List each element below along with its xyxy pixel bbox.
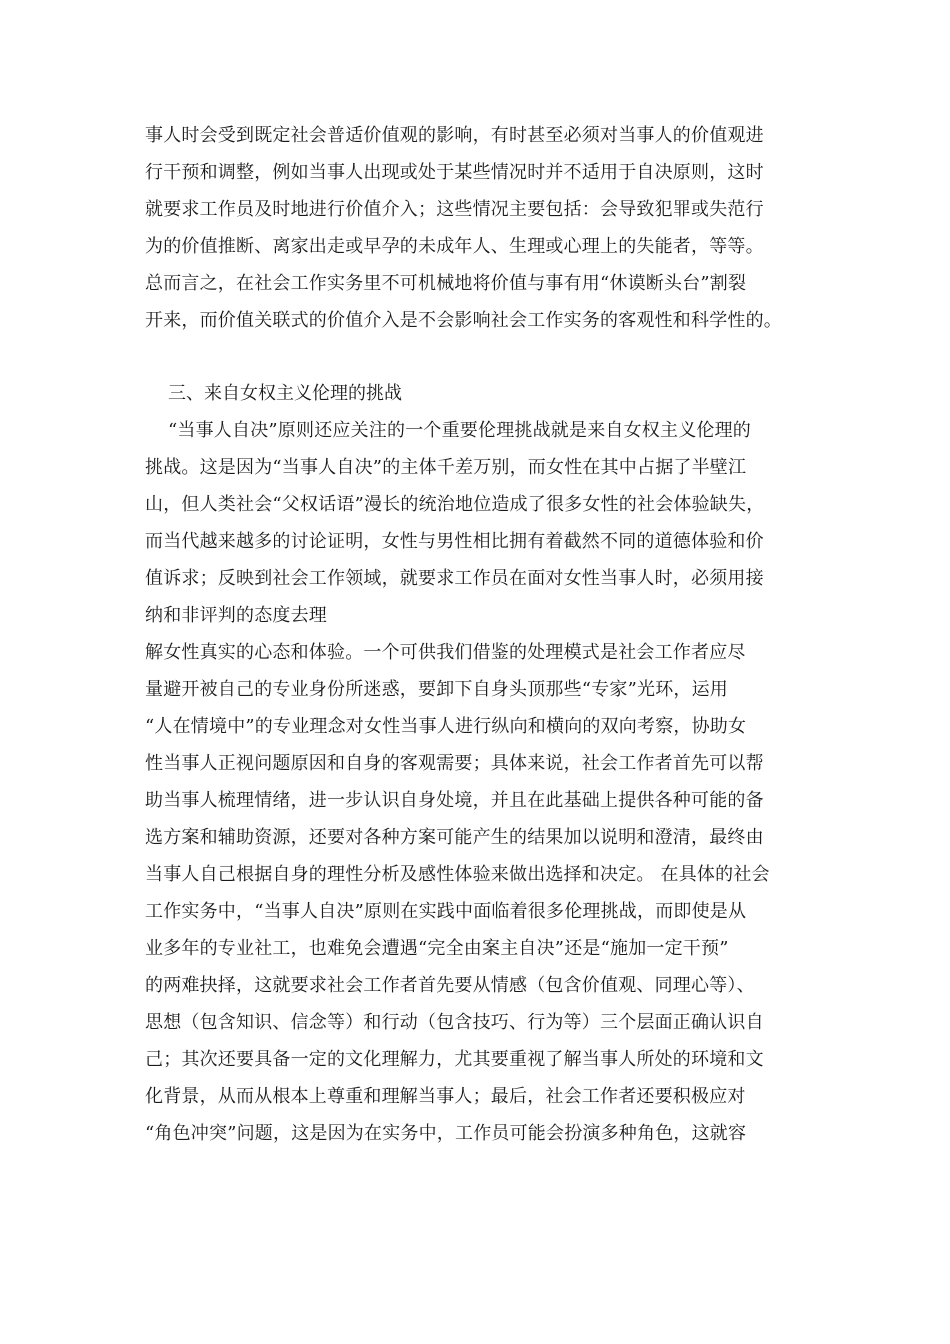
text-line: 助当事人梳理情绪，进一步认识自身处境，并且在此基础上提供各种可能的备 (145, 790, 764, 811)
text-line: 性当事人正视问题原因和自身的客观需要；具体来说，社会工作者首先可以帮 (145, 753, 764, 774)
text-line: 挑战。这是因为“当事人自决”的主体千差万别，而女性在其中占据了半壁江 (145, 457, 747, 478)
text-line: 思想（包含知识、信念等）和行动（包含技巧、行为等）三个层面正确认识自 (145, 1012, 764, 1033)
text-line: 事人时会受到既定社会普适价值观的影响，有时甚至必须对当事人的价值观进 (145, 125, 764, 146)
text-line: 量避开被自己的专业身份所迷惑，要卸下自身头顶那些“专家”光环，运用 (145, 679, 729, 700)
section-heading: 三、来自女权主义伦理的挑战 (168, 383, 402, 404)
text-line: 开来，而价值关联式的价值介入是不会影响社会工作实务的客观性和科学性的。 (145, 310, 782, 331)
text-line: 就要求工作员及时地进行价值介入；这些情况主要包括：会导致犯罪或失范行 (145, 199, 764, 220)
text-line: 己；其次还要具备一定的文化理解力，尤其要重视了解当事人所处的环境和文 (145, 1049, 764, 1070)
text-line: 为的价值推断、离家出走或早孕的未成年人、生理或心理上的失能者，等等。 (145, 236, 764, 257)
text-line: 行干预和调整，例如当事人出现或处于某些情况时并不适用于自决原则，这时 (145, 162, 764, 183)
text-line: 当事人自己根据自身的理性分析及感性体验来做出选择和决定。 在具体的社会 (145, 864, 770, 885)
text-line: 选方案和辅助资源，还要对各种方案可能产生的结果加以说明和澄清，最终由 (145, 827, 764, 848)
text-line: 的两难抉择，这就要求社会工作者首先要从情感（包含价值观、同理心等）、 (145, 975, 755, 996)
text-line: 纳和非评判的态度去理 (145, 605, 327, 626)
text-line: 化背景，从而从根本上尊重和理解当事人；最后，社会工作者还要积极应对 (145, 1086, 746, 1107)
text-line: 而当代越来越多的讨论证明，女性与男性相比拥有着截然不同的道德体验和价 (145, 531, 764, 552)
text-line: “人在情境中”的专业理念对女性当事人进行纵向和横向的双向考察，协助女 (145, 716, 747, 737)
text-line: 山，但人类社会“父权话语”漫长的统治地位造成了很多女性的社会体验缺失， (145, 494, 765, 515)
text-line: 值诉求；反映到社会工作领域，就要求工作员在面对女性当事人时，必须用接 (145, 568, 764, 589)
text-line: “角色冲突”问题，这是因为在实务中，工作员可能会扮演多种角色，这就容 (145, 1123, 747, 1144)
text-line: 解女性真实的心态和体验。一个可供我们借鉴的处理模式是社会工作者应尽 (145, 642, 746, 663)
text-line: 工作实务中，“当事人自决”原则在实践中面临着很多伦理挑战，而即使是从 (145, 901, 747, 922)
text-line: “当事人自决”原则还应关注的一个重要伦理挑战就是来自女权主义伦理的 (168, 420, 752, 441)
text-line: 业多年的专业社工，也难免会遭遇“完全由案主自决”还是“施加一定干预” (145, 938, 729, 959)
text-line: 总而言之，在社会工作实务里不可机械地将价值与事有用“休谟断头台”割裂 (145, 273, 747, 294)
